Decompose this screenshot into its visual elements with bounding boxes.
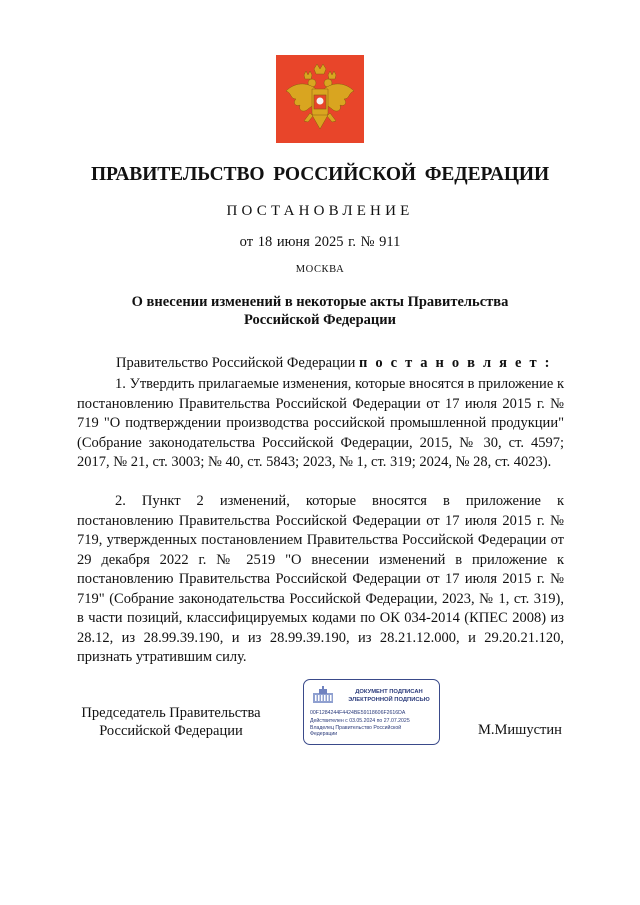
stamp-owner-line-2: Федерации [310,731,338,737]
document-date-number: от 18 июня 2025 г. № 911 [239,234,401,250]
document-city: МОСКВА [295,264,345,275]
paragraph-1: 1. Утвердить прилагаемые изменения, которые вносятся в приложение к постановлению Правительства Российской Федерации от 17 июля 2015 г. № 719 "О подтверждении производства российской промышленной продукции" (Собрание законодательства Российской Федерации, 2015, № 30, ст. 4597; 2017, № 21, ст. 3003; № 40, ст. 5843; 2023, № 1, ст. 319; 2024, № 28, ст. 4023). [77,376,564,470]
intro-text: Правительство Российской Федерации [116,355,359,371]
signatory-position-line-1: Председатель Правительства [81,705,261,721]
coat-of-arms-emblem [276,55,364,143]
stamp-owner-line-1: Владелец Правительство Российской [310,724,402,731]
organization-name: ПРАВИТЕЛЬСТВО РОССИЙСКОЙ ФЕДЕРАЦИИ [90,164,550,185]
title-line-2: Российской Федерации [243,312,396,328]
document-type: ПОСТАНОВЛЕНИЕ [226,203,414,219]
document-title [0,293,640,329]
government-building-icon [310,686,336,704]
title-line-1: О внесении изменений в некоторые акты Правительства [131,294,509,310]
electronic-signature-stamp [303,679,440,745]
signatory-name: М.Мишустин [478,722,562,738]
stamp-heading-line-2: ЭЛЕКТРОННОЙ ПОДПИСЬЮ [348,696,430,703]
intro-sentence [116,355,552,372]
stamp-heading-line-1: ДОКУМЕНТ ПОДПИСАН [355,689,423,695]
stamp-validity: Действителен с 03.05.2024 по 27.07.2025 [310,718,410,724]
stamp-certificate: 00F1284244F4424BE59118606F2616DA [310,710,406,716]
stamp-heading [340,689,438,704]
paragraph-2: 2. Пункт 2 изменений, которые вносятся в приложение к постановлению Правительства Российской Федерации от 17 июля 2015 г. № 719, утвержденных постановлением Правительства Российской Федерации от 29 декабря 2022 г. № 2519 "О внесении изменений в приложение к постановлению Правительства Российской Федерации от 17 июля 2015 г. № 719" (Собрание законодательства Российской Федерации, 2023, № 1, ст. 319), в части позиций, классифицируемых кодами по ОК 034-2014 (КПЕС 2008) из 28.12, из 28.99.39.190, и из 28.99.39.190, из 28.21.12.000, и 29.20.21.120, признать утратившим силу. [77,493,564,665]
intro-decree-word: п о с т а н о в л я е т : [358,355,552,371]
signatory-position-line-2: Российской Федерации [99,723,243,739]
signatory-position [77,704,265,740]
